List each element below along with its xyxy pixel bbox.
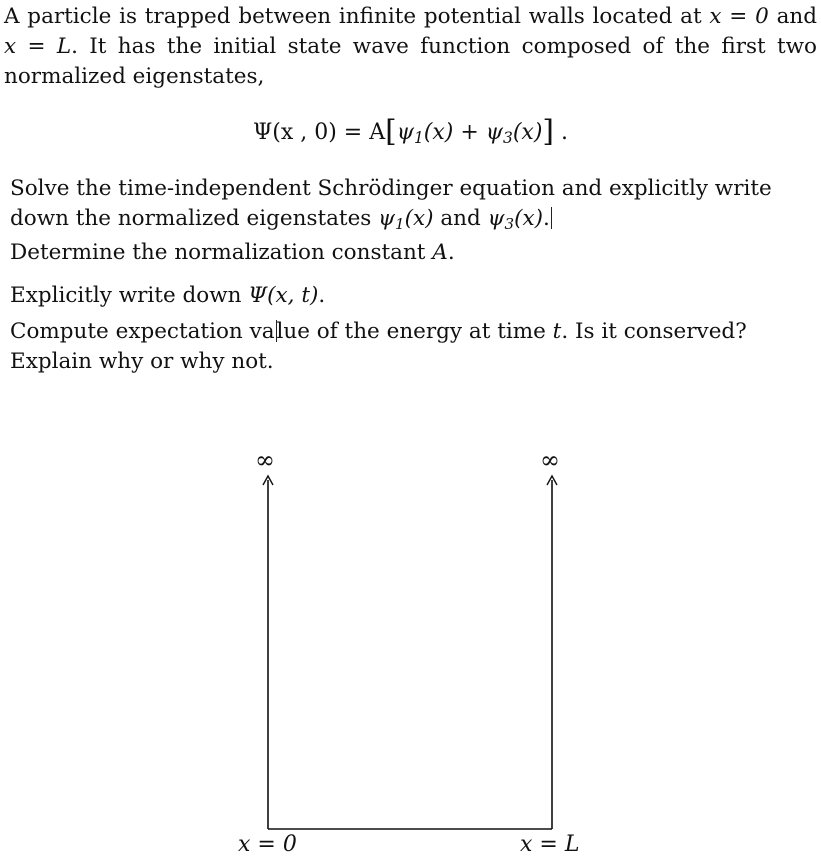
q4-text-b: lue of the energy at time [276, 319, 553, 344]
q2-end: . [447, 240, 455, 265]
x-L-text: x = L [520, 832, 580, 857]
equation-psi1: $\psi_1(x)$ [396, 120, 454, 147]
x-zero-text: x = 0 [238, 832, 297, 857]
x-zero-label [238, 832, 297, 857]
q1-end: . [543, 206, 550, 231]
bracket-close: ] [542, 114, 555, 149]
q4-text-a: Compute expectation va [10, 319, 275, 344]
q4-text-c: . Is it conserved? Explain why or why not. [10, 319, 747, 374]
equation-plus: + [453, 120, 486, 145]
bracket-open: [ [385, 114, 397, 149]
equation-lhs: Ψ(x , 0) = A [252, 120, 386, 145]
intro-and: and [768, 4, 817, 29]
right-infinity-label: ∞ [540, 446, 560, 474]
q2-text: Determine the normalization constant [10, 240, 433, 265]
q3-text: Explicitly write down [10, 283, 249, 308]
left-infinity-label: ∞ [255, 446, 275, 474]
intro-text: A particle is trapped between infinite potential walls located at [4, 4, 710, 29]
q1-psi1: $\psi_1(x)$ [378, 206, 434, 233]
x-L-label [520, 832, 579, 857]
wall-position-0: x = 0 [709, 4, 769, 29]
equation-psi3: $\psi_3(x)$ [485, 120, 543, 147]
q3-var: Ψ(x, t) [248, 283, 319, 308]
q1-text: Solve the time-independent Schrödinger equation and explicitly write down the normalized eigenstates [10, 176, 772, 231]
wall-position-L: x = L [4, 34, 72, 59]
q4-var: t [552, 319, 562, 344]
q1-and: and [433, 206, 488, 231]
q1-psi3: $\psi_3(x)$ [487, 206, 543, 233]
q3-end: . [318, 283, 326, 308]
q2-var: A [432, 240, 448, 265]
intro-text-2: . It has the initial state wave function composed of the first two normalized eigenstates, [4, 34, 817, 89]
equation-end: . [554, 120, 569, 145]
